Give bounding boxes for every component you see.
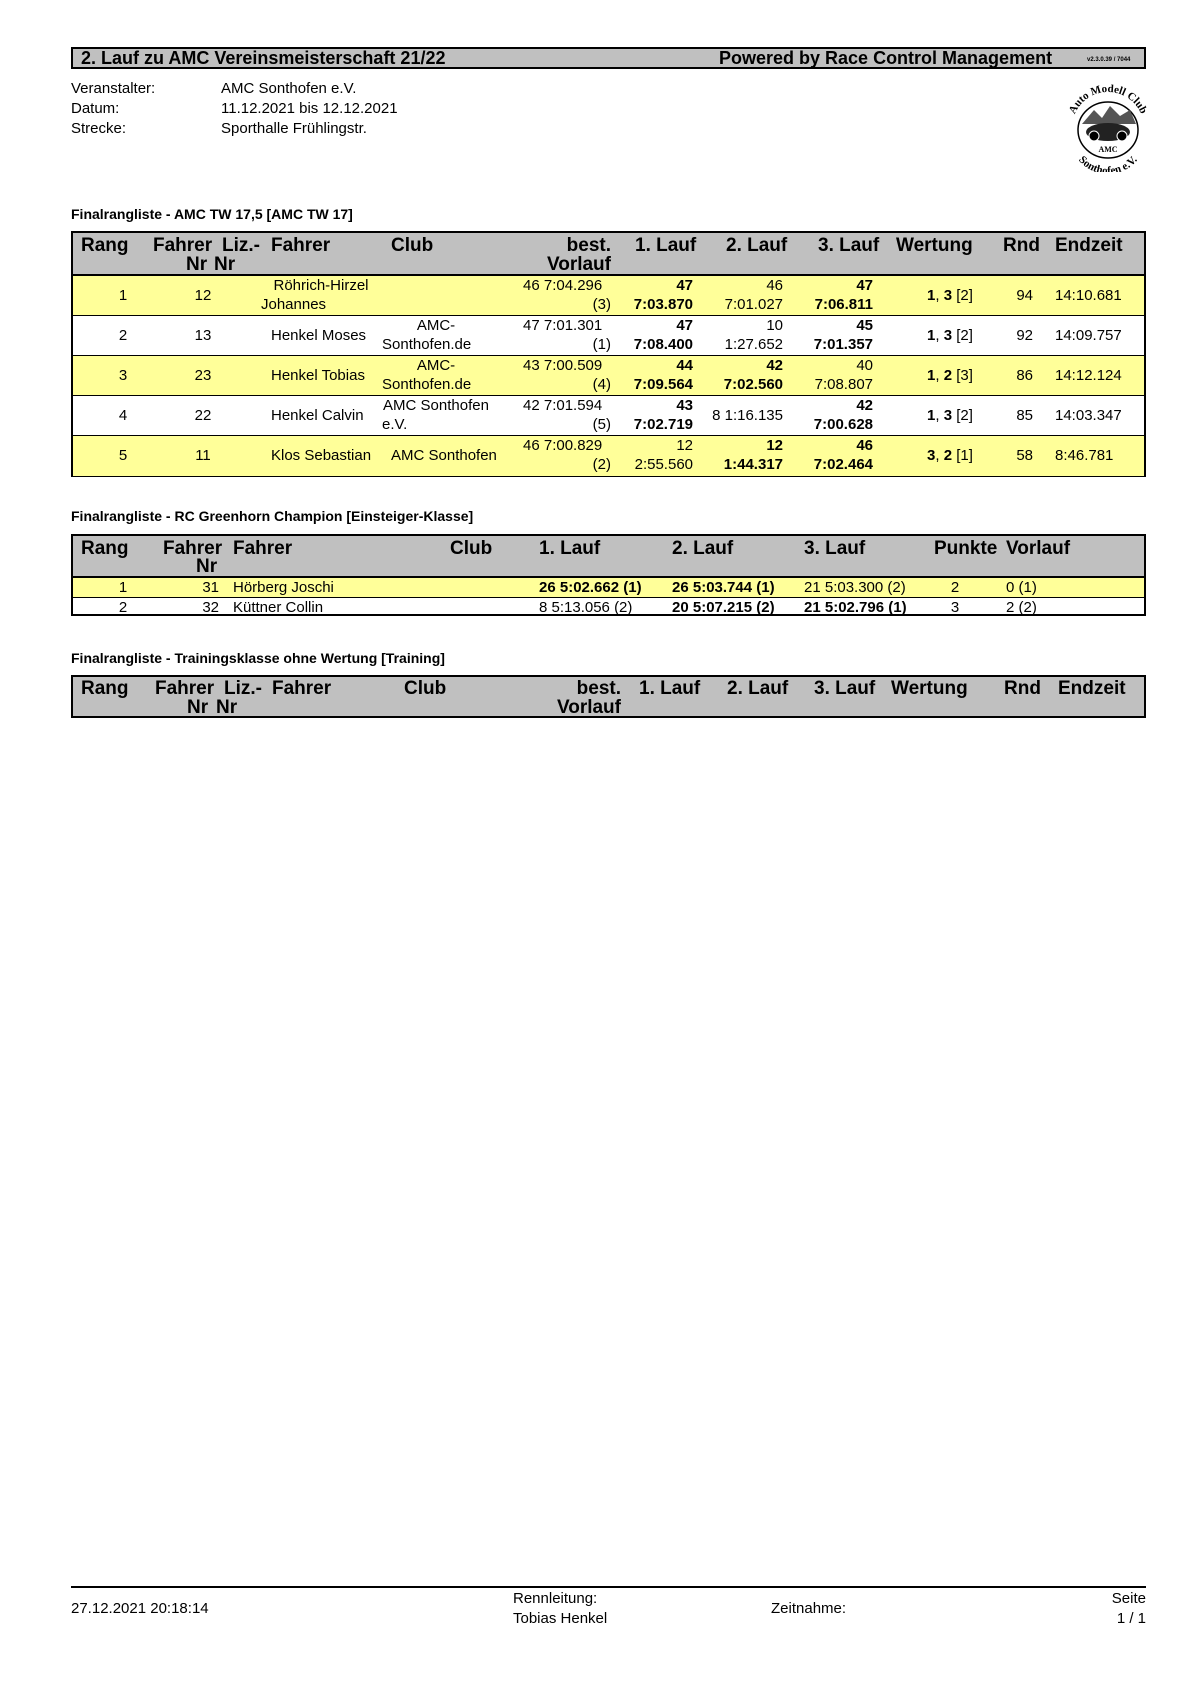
- table-row: [73, 276, 1144, 316]
- rang-cell: 4: [118, 407, 128, 424]
- logo-top-text: Auto Modell Club: [1066, 82, 1150, 116]
- header-punkte: Punkte: [934, 538, 998, 559]
- table-row: [73, 396, 1144, 436]
- best-vorlauf: 42 7:01.594: [523, 397, 603, 414]
- table-header: [73, 233, 1144, 276]
- lap-laps: 12: [766, 437, 783, 454]
- section1-title: Finalrangliste - AMC TW 17,5 [AMC TW 17]: [71, 206, 353, 222]
- document-title: 2. Lauf zu AMC Vereinsmeisterschaft 21/22: [81, 48, 446, 68]
- header-fahrer-nr-2: Nr: [187, 697, 209, 718]
- punkte-cell: 3: [950, 599, 960, 616]
- header-vorlauf: Vorlauf: [1006, 538, 1071, 559]
- club-name: AMC-: [416, 317, 456, 334]
- lap-laps: 40: [856, 357, 873, 374]
- header-liz-2: Nr: [214, 254, 236, 275]
- lap-time: 7:09.564: [633, 376, 693, 393]
- header-fahrer: Fahrer: [271, 235, 331, 256]
- header-lauf1: 1. Lauf: [635, 235, 697, 256]
- lap-time: 2:55.560: [634, 456, 693, 473]
- lap-result: 8 1:16.135: [712, 407, 783, 424]
- lap-laps: 43: [676, 397, 693, 414]
- lap-laps: 42: [856, 397, 873, 414]
- lap-time: 7:01.357: [813, 336, 873, 353]
- header-best: best.: [576, 678, 621, 699]
- best-vorlauf: 46 7:04.296: [523, 277, 603, 294]
- footer-divider: [71, 1586, 1146, 1588]
- lap-laps: 46: [766, 277, 783, 294]
- header-fahrer-nr-2: Nr: [186, 254, 208, 275]
- club-name-line2: Sonthofen.de: [382, 376, 472, 393]
- table-row: [73, 578, 1144, 598]
- wertung-c: [3]: [956, 367, 973, 384]
- rang-cell: 3: [118, 367, 128, 384]
- lap-result: 26 5:03.744 (1): [672, 579, 775, 596]
- lap-time: 7:02.719: [633, 416, 693, 433]
- wertung-b: 2: [943, 367, 953, 384]
- header-lauf3: 3. Lauf: [804, 538, 866, 559]
- rnd-cell: 92: [1016, 327, 1033, 344]
- section2-table: [71, 534, 1146, 616]
- header-fahrer: Fahrer: [233, 538, 293, 559]
- rang-cell: 2: [118, 599, 128, 616]
- header-endzeit: Endzeit: [1055, 235, 1123, 256]
- nr-cell: 13: [194, 327, 212, 344]
- header-club: Club: [450, 538, 493, 559]
- endzeit-cell: 14:03.347: [1055, 407, 1122, 424]
- section3-title: Finalrangliste - Trainingsklasse ohne Wertung [Training]: [71, 650, 445, 666]
- rnd-cell: 58: [1016, 447, 1033, 464]
- header-wertung: Wertung: [896, 235, 973, 256]
- wertung-a: 1: [927, 287, 936, 304]
- header-wertung: Wertung: [891, 678, 968, 699]
- page-label: Seite: [1111, 1590, 1146, 1607]
- nr-cell: 12: [194, 287, 212, 304]
- header-rang: Rang: [81, 538, 129, 559]
- lap-time: 7:00.628: [813, 416, 873, 433]
- best-vorlauf: 43 7:00.509: [523, 357, 603, 374]
- club-name-line2: e.V.: [382, 416, 408, 433]
- punkte-cell: 2: [950, 579, 960, 596]
- lap-result: 21 5:03.300 (2): [804, 579, 906, 596]
- best-vorlauf-pos: (1): [592, 336, 611, 353]
- header-lauf2: 2. Lauf: [726, 235, 788, 256]
- header-fahrer-nr: Fahrer: [163, 538, 223, 559]
- club-name: AMC Sonthofen: [383, 397, 489, 414]
- zeitnahme-label: Zeitnahme:: [771, 1600, 847, 1617]
- club-name: AMC-: [416, 357, 456, 374]
- best-vorlauf-pos: (4): [592, 376, 611, 393]
- nr-cell: 23: [194, 367, 212, 384]
- date-label: Datum:: [71, 100, 120, 117]
- lap-time: 1:44.317: [723, 456, 783, 473]
- endzeit-cell: 8:46.781: [1055, 447, 1114, 464]
- rnd-cell: 85: [1016, 407, 1033, 424]
- header-lauf1: 1. Lauf: [539, 538, 601, 559]
- table-header: [73, 677, 1144, 716]
- rennleitung-label: Rennleitung:: [513, 1590, 598, 1607]
- header-endzeit: Endzeit: [1058, 678, 1126, 699]
- header-club: Club: [391, 235, 434, 256]
- table-row: [73, 356, 1144, 396]
- lap-laps: 42: [766, 357, 783, 374]
- header-lauf2: 2. Lauf: [727, 678, 789, 699]
- wertung-b: 3: [943, 407, 953, 424]
- wertung-cell: 3, 2 [1]: [927, 447, 973, 464]
- lap-laps: 10: [766, 317, 783, 334]
- print-timestamp: 27.12.2021 20:18:14: [71, 1600, 209, 1617]
- page-number: 1 / 1: [1116, 1610, 1146, 1627]
- vorlauf-cell: 0 (1): [1006, 579, 1037, 596]
- endzeit-cell: 14:12.124: [1055, 367, 1122, 384]
- driver-name: Henkel Moses: [271, 327, 367, 344]
- wertung-c: [2]: [956, 287, 973, 304]
- lap-time: 7:06.811: [814, 296, 873, 313]
- rang-cell: 1: [118, 287, 128, 304]
- table-row: [73, 316, 1144, 356]
- header-club: Club: [404, 678, 447, 699]
- header-fahrer-nr: Fahrer: [155, 678, 215, 699]
- endzeit-cell: 14:10.681: [1055, 287, 1122, 304]
- logo-bottom-text: Sonthofen e.V.: [1076, 153, 1140, 172]
- header-rnd: Rnd: [1003, 235, 1040, 256]
- header-liz-2: Nr: [216, 697, 238, 718]
- header-lauf3: 3. Lauf: [814, 678, 876, 699]
- rnd-cell: 94: [1016, 287, 1033, 304]
- driver-name: Klos Sebastian: [271, 447, 372, 464]
- lap-time: 7:08.400: [633, 336, 693, 353]
- best-vorlauf: 47 7:01.301: [523, 317, 603, 334]
- wertung-c: [2]: [956, 407, 973, 424]
- driver-name: Röhrich-Hirzel: [273, 277, 369, 294]
- wertung-a: 1: [927, 327, 936, 344]
- header-rnd: Rnd: [1004, 678, 1041, 699]
- best-vorlauf: 46 7:00.829: [523, 437, 603, 454]
- header-fahrer-nr: Fahrer: [153, 235, 213, 256]
- rang-cell: 5: [118, 447, 128, 464]
- wertung-cell: 1, 3 [2]: [927, 327, 973, 344]
- club-logo: [1058, 80, 1158, 172]
- date-value: 11.12.2021 bis 12.12.2021: [221, 100, 398, 117]
- header-rang: Rang: [81, 678, 129, 699]
- organizer-label: Veranstalter:: [71, 80, 156, 97]
- lap-time: 7:03.870: [633, 296, 693, 313]
- header-best: best.: [566, 235, 611, 256]
- driver-name: Henkel Tobias: [271, 367, 365, 384]
- header-rang: Rang: [81, 235, 129, 256]
- lap-laps: 47: [856, 277, 873, 294]
- lap-laps: 47: [676, 277, 693, 294]
- header-lauf3: 3. Lauf: [818, 235, 880, 256]
- lap-time: 7:08.807: [814, 376, 873, 393]
- driver-name: Hörberg Joschi: [233, 579, 334, 596]
- club-name: AMC Sonthofen: [391, 447, 497, 464]
- track-value: Sporthalle Frühlingstr.: [221, 120, 367, 137]
- lap-time: 7:02.464: [813, 456, 873, 473]
- track-label: Strecke:: [71, 120, 127, 137]
- wertung-a: 1: [927, 407, 936, 424]
- header-lauf2: 2. Lauf: [672, 538, 734, 559]
- lap-laps: 44: [676, 357, 693, 374]
- wertung-cell: 1, 3 [2]: [927, 407, 973, 424]
- lap-time: 7:01.027: [724, 296, 783, 313]
- lap-laps: 46: [856, 437, 873, 454]
- header-lauf1: 1. Lauf: [639, 678, 701, 699]
- best-vorlauf-pos: (5): [592, 416, 611, 433]
- wertung-a: 1: [927, 367, 936, 384]
- lap-result: 8 5:13.056 (2): [539, 599, 633, 616]
- table-row: [73, 598, 1144, 618]
- club-name-line2: Sonthofen.de: [382, 336, 472, 353]
- driver-name: Küttner Collin: [233, 599, 324, 616]
- logo-middle-text: AMC: [1098, 145, 1118, 154]
- lap-time: 1:27.652: [724, 336, 783, 353]
- vorlauf-cell: 2 (2): [1006, 599, 1037, 616]
- best-vorlauf-pos: (2): [592, 456, 611, 473]
- best-vorlauf-pos: (3): [592, 296, 611, 313]
- wertung-cell: 1, 3 [2]: [927, 287, 973, 304]
- wertung-c: [2]: [956, 327, 973, 344]
- organizer-value: AMC Sonthofen e.V.: [221, 80, 357, 97]
- lap-time: 7:02.560: [723, 376, 783, 393]
- wertung-b: 3: [943, 287, 953, 304]
- nr-cell: 31: [202, 579, 219, 596]
- table-row: [73, 436, 1144, 476]
- lap-result: 20 5:07.215 (2): [672, 599, 775, 616]
- lap-laps: 45: [856, 317, 873, 334]
- section3-table: [71, 675, 1146, 718]
- rnd-cell: 86: [1016, 367, 1033, 384]
- header-liz: Liz.-: [222, 235, 260, 256]
- lap-result: 26 5:02.662 (1): [539, 579, 642, 596]
- nr-cell: 11: [195, 447, 211, 464]
- rang-cell: 2: [118, 327, 128, 344]
- endzeit-cell: 14:09.757: [1055, 327, 1122, 344]
- title-bar: [71, 47, 1146, 69]
- wertung-b: 3: [943, 327, 953, 344]
- section1-table: [71, 231, 1146, 477]
- wertung-a: 3: [927, 447, 936, 464]
- wertung-c: [1]: [956, 447, 973, 464]
- header-fahrer: Fahrer: [272, 678, 332, 699]
- powered-by: Powered by Race Control Management: [719, 48, 1053, 68]
- lap-laps: 47: [676, 317, 693, 334]
- rang-cell: 1: [118, 579, 128, 596]
- section2-title: Finalrangliste - RC Greenhorn Champion [Einsteiger-Klasse]: [71, 508, 474, 524]
- wertung-b: 2: [943, 447, 953, 464]
- rennleitung-name: Tobias Henkel: [513, 1610, 608, 1627]
- nr-cell: 32: [202, 599, 219, 616]
- header-liz: Liz.-: [224, 678, 262, 699]
- driver-name: Henkel Calvin: [271, 407, 364, 424]
- lap-result: 21 5:02.796 (1): [804, 599, 907, 616]
- header-fahrer-nr-2: Nr: [196, 556, 218, 577]
- version-label: v2.3.0.39 / 7044: [1087, 57, 1131, 63]
- header-vorlauf: Vorlauf: [546, 254, 611, 275]
- driver-name-line2: Johannes: [261, 296, 327, 313]
- table-header: [73, 536, 1144, 578]
- nr-cell: 22: [194, 407, 212, 424]
- header-vorlauf: Vorlauf: [556, 697, 621, 718]
- lap-laps: 12: [676, 437, 693, 454]
- wertung-cell: 1, 2 [3]: [927, 367, 973, 384]
